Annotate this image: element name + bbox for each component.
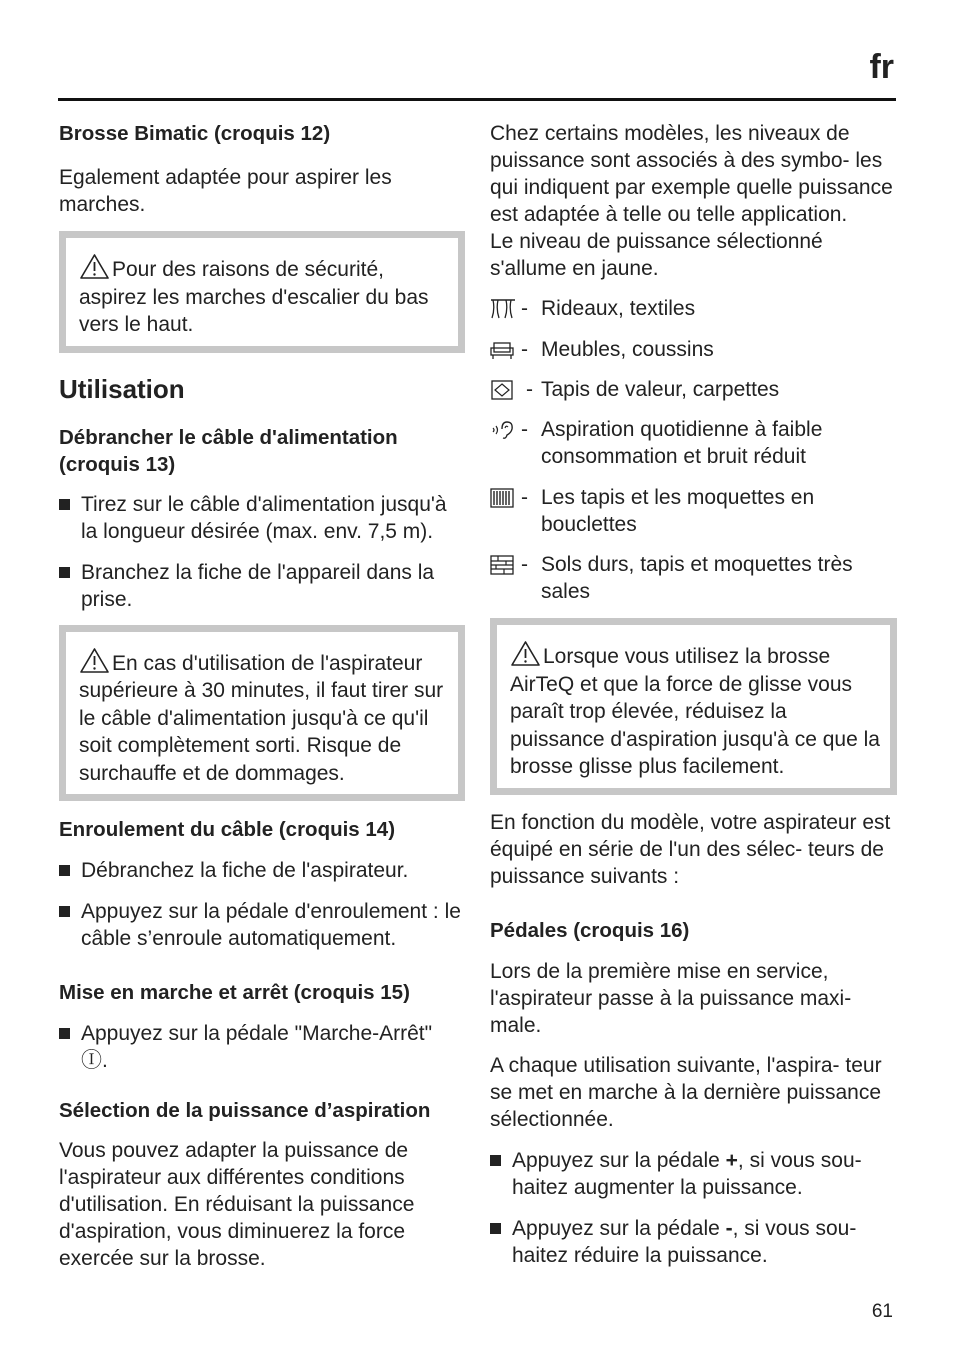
symbol-row: - Les tapis et les moquettes en bouclettes: [490, 484, 897, 538]
bullet-square-icon: [490, 1155, 501, 1166]
symbol-row: - Tapis de valeur, carpettes: [490, 376, 897, 403]
list-item: Débranchez la fiche de l'aspirateur.: [59, 857, 465, 884]
pedals-text-1: Lors de la première mise en service, l'aspirateur passe à la puissance maxi- male.: [490, 959, 852, 1037]
list-item: Appuyez sur la pédale -, si vous sou- haitez réduire la puissance.: [490, 1215, 897, 1269]
rewind-heading: Enroulement du câble (croquis 14): [59, 818, 396, 841]
list-item: Appuyez sur la pédale "Marche-Arrêt" Ⓘ.: [59, 1020, 465, 1074]
minus-key: -: [725, 1216, 733, 1240]
power-text: Vous pouvez adapter la puissance de l'aspirateur aux différentes conditions d'utilisation. En réduisant la puissance d'aspiration, vous diminuerez la force exercée sur la brosse.: [59, 1139, 415, 1270]
rug-icon: [490, 380, 516, 400]
warning-text-overheat: En cas d'utilisation de l'aspirateur supérieure à 30 minutes, il faut tirer sur le câble d'alimentation jusqu'à ce qu'il soit complètement sorti. Risque de surchauffe et de dommages.: [79, 651, 444, 785]
brush-text: Egalement adaptée pour aspirer les marches.: [59, 166, 392, 216]
list-item: Appuyez sur la pédale d'enroulement : le câble s’enroule automatiquement.: [59, 898, 465, 952]
symbol-row: - Rideaux, textiles: [490, 295, 897, 322]
section-title: Utilisation: [59, 373, 185, 404]
armchair-icon: [490, 340, 516, 360]
quiet-icon: [490, 420, 516, 440]
language-label: fr: [869, 48, 894, 86]
right-column: [490, 120, 897, 1269]
onoff-heading: Mise en marche et arrêt (croquis 15): [59, 981, 410, 1004]
hard-floor-icon: [490, 555, 516, 575]
bullet-square-icon: [59, 865, 70, 876]
page-number: 61: [871, 1301, 893, 1322]
warning-box-overheat: [59, 625, 465, 802]
model-text: En fonction du modèle, votre aspirateur est équipé en série de l'un des sélec- teurs de puissance suivants :: [490, 810, 891, 888]
symbol-row: - Aspiration quotidienne à faible consommation et bruit réduit: [490, 416, 897, 470]
pedals-text-2: A chaque utilisation suivante, l'aspira- teur se met en marche à la dernière puissance sélectionnée.: [490, 1053, 882, 1131]
list-item: Tirez sur le câble d'alimentation jusqu'à la longueur désirée (max. env. 7,5 m).: [59, 491, 465, 545]
intro-text-2: Le niveau de puissance sélectionné s'allume en jaune.: [490, 230, 823, 280]
warning-triangle-icon: [79, 253, 110, 280]
bullet-square-icon: [59, 1028, 70, 1039]
bullet-square-icon: [490, 1223, 501, 1234]
header-rule: [58, 98, 896, 101]
pedals-heading: Pédales (croquis 16): [490, 918, 690, 942]
bullet-square-icon: [59, 906, 70, 917]
power-symbol: Ⓘ.: [81, 1049, 108, 1072]
symbol-row: - Meubles, coussins: [490, 336, 897, 363]
unplug-heading: Débrancher le câble d'alimentation (croquis 13): [59, 425, 398, 476]
warning-box-airteq: [490, 618, 897, 795]
power-heading: Sélection de la puissance d’aspiration: [59, 1099, 431, 1122]
intro-text: Chez certains modèles, les niveaux de puissance sont associés à des symbo- les qui indiquent par exemple quelle puissance est adaptée à telle ou telle application.: [490, 122, 893, 226]
brush-heading: Brosse Bimatic (croquis 12): [59, 122, 331, 145]
plus-key: +: [725, 1148, 738, 1172]
warning-box-stairs: [59, 231, 465, 353]
loop-carpet-icon: [490, 488, 516, 508]
curtains-icon: [490, 299, 516, 319]
warning-text-stairs: Pour des raisons de sécurité, aspirez les marches d'escalier du bas vers le haut.: [79, 258, 429, 336]
bullet-square-icon: [59, 567, 70, 578]
warning-triangle-icon: [510, 640, 541, 667]
left-column: [59, 120, 465, 1272]
warning-text-airteq: Lorsque vous utilisez la brosse AirTeQ et que la force de glisse vous paraît trop élevée, réduisez la puissance d'aspiration jusqu'à ce que la brosse glisse plus facilement.: [510, 645, 880, 778]
warning-triangle-icon: [79, 647, 110, 674]
list-item: Branchez la fiche de l'appareil dans la prise.: [59, 559, 465, 613]
bullet-square-icon: [59, 499, 70, 510]
list-item: Appuyez sur la pédale +, si vous sou- haitez augmenter la puissance.: [490, 1147, 897, 1201]
symbol-row: - Sols durs, tapis et moquettes très sales: [490, 551, 897, 605]
